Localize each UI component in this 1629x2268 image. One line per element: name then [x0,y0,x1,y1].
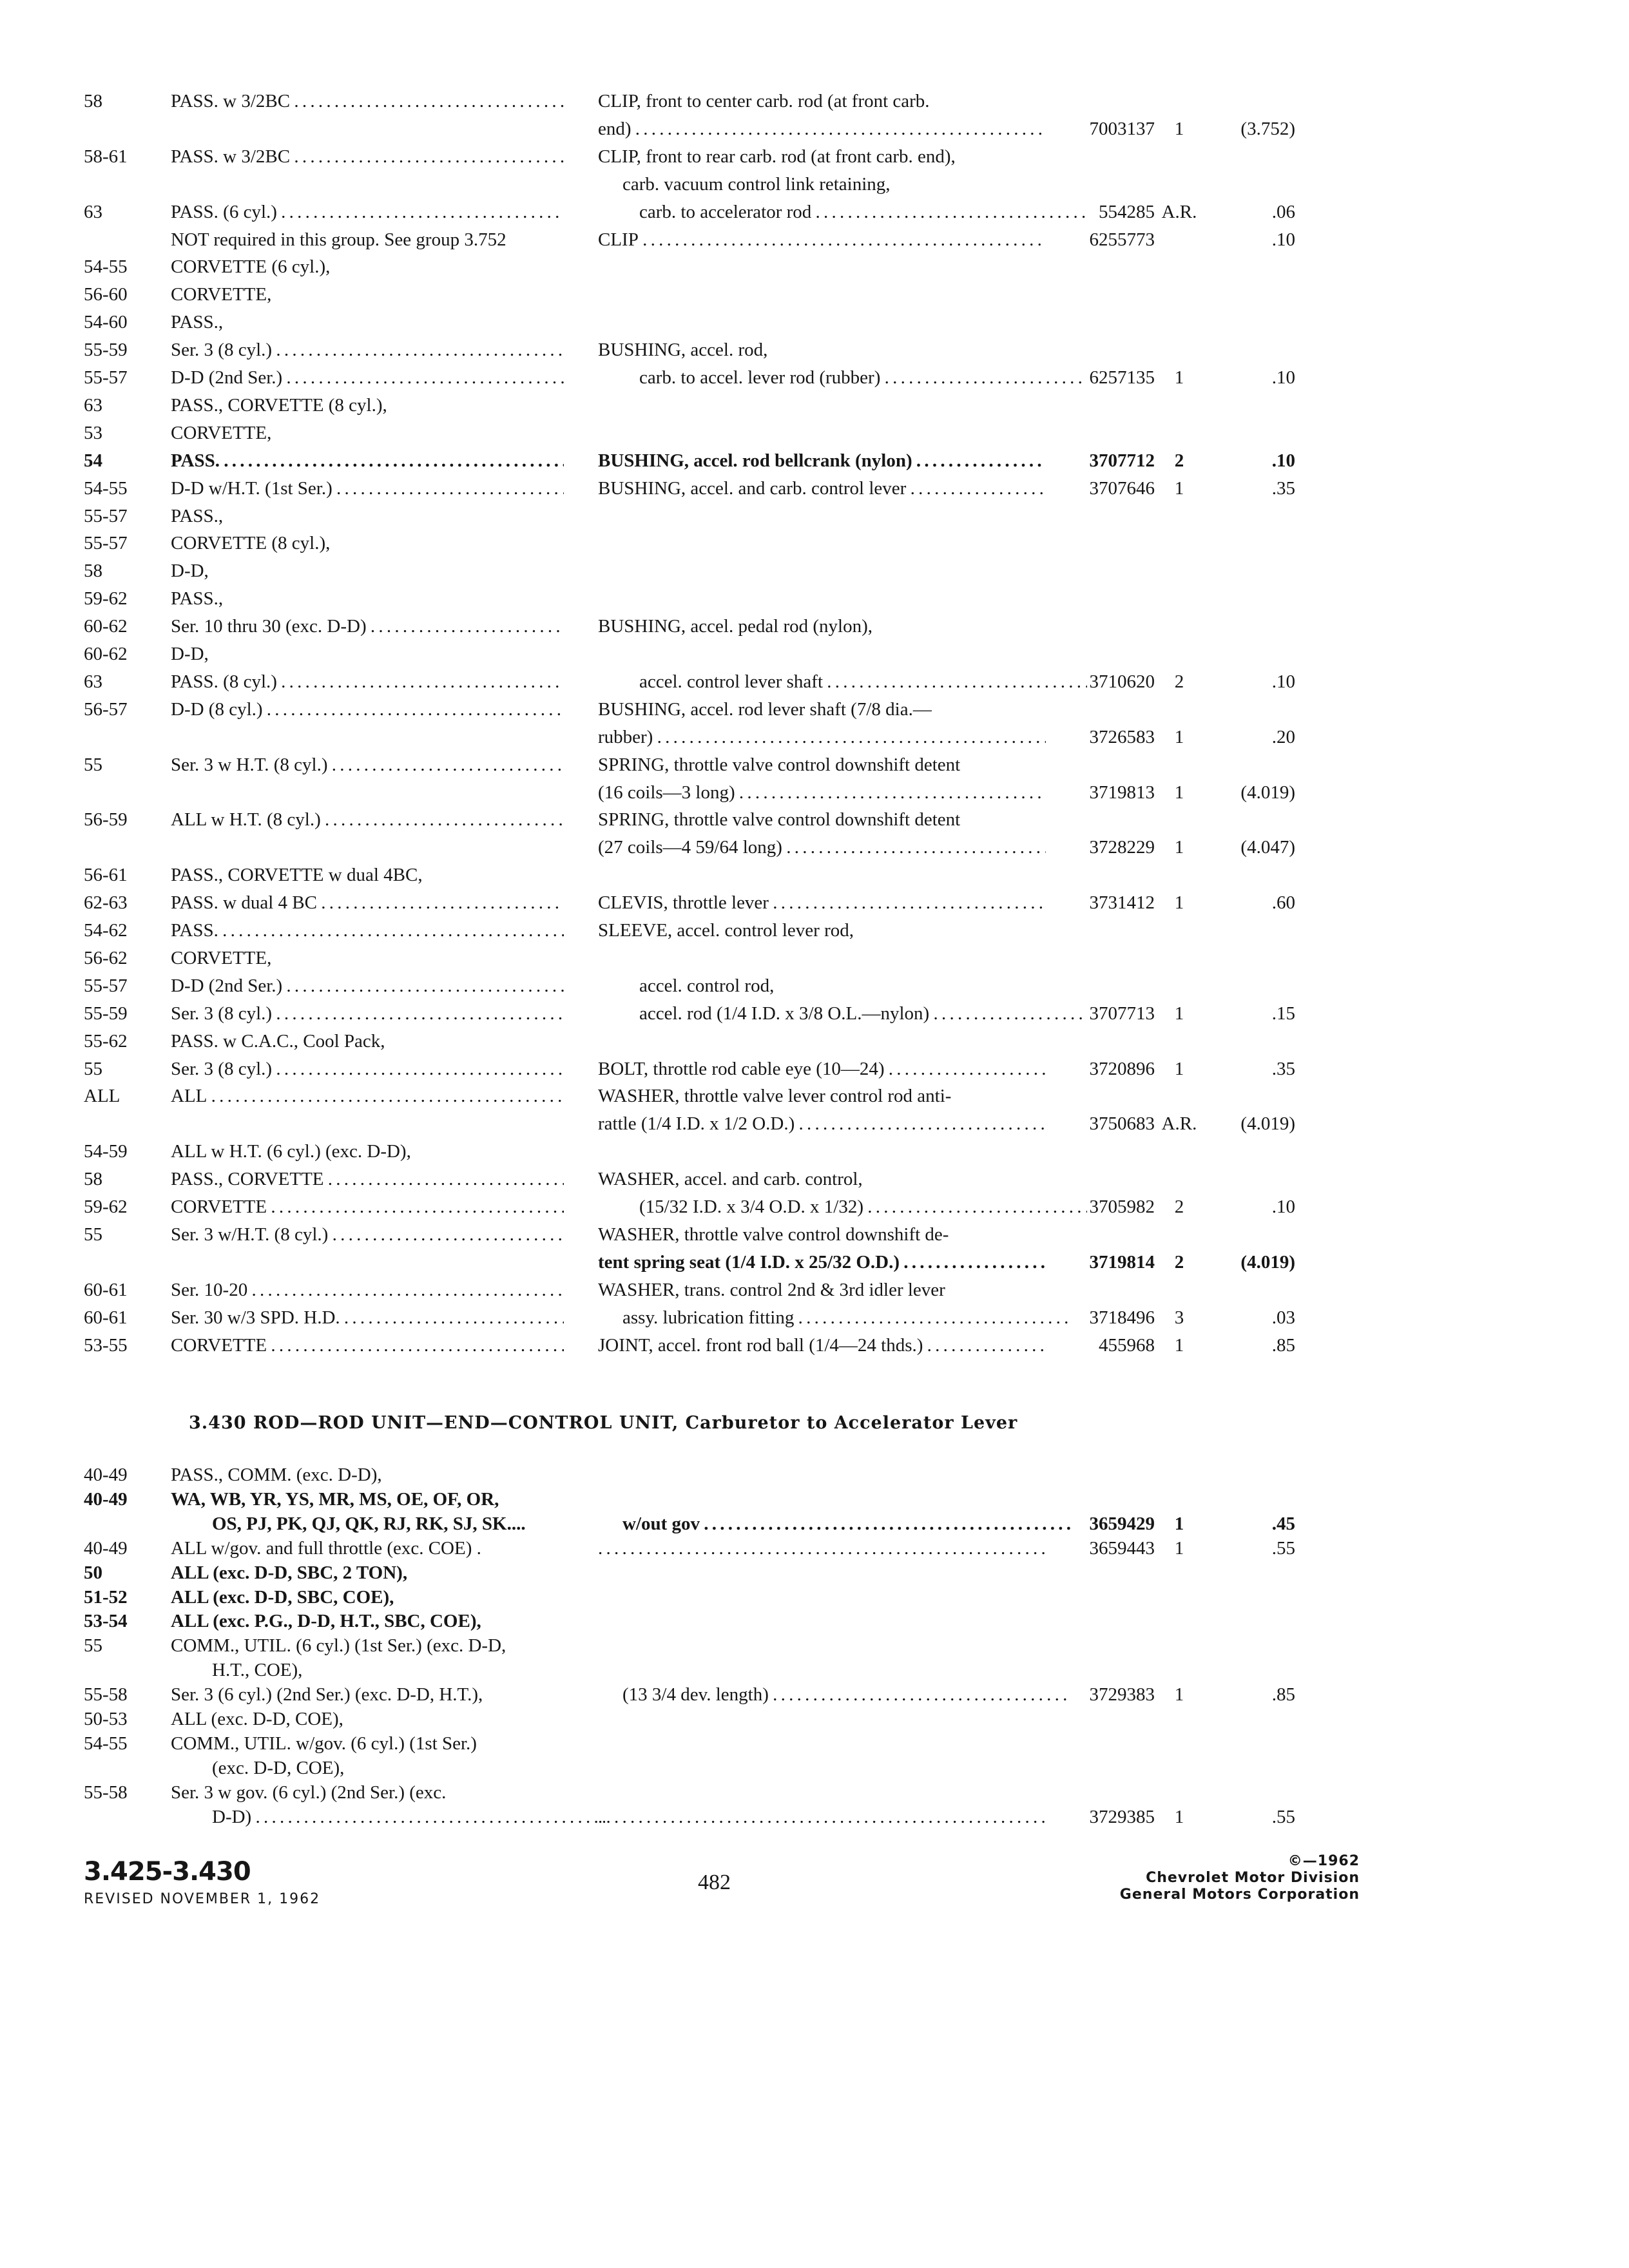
table-row [0,1584,1629,1611]
quantity-cell: 1 [1174,782,1184,803]
part-number-cell: 3719814 [1089,1251,1155,1273]
model-cell: D-D, [171,644,209,664]
price-cell: .10 [1271,229,1295,250]
year-cell: 55-57 [84,367,128,388]
model-cell: PASS. w C.A.C., Cool Pack, [171,1030,385,1052]
year-cell: 55-57 [84,533,128,554]
table-row [0,724,1629,751]
table-row [0,917,1629,944]
table-row [0,945,1629,972]
price-cell: (3.752) [1240,118,1295,139]
price-cell: .10 [1271,450,1295,471]
table-row [0,309,1629,336]
quantity-cell: 2 [1174,1251,1184,1273]
table-row [0,613,1629,640]
model-cell: (exc. D-D, COE), [212,1757,345,1778]
model-cell: ALL (exc. P.G., D-D, H.T., SBC, COE), [171,1611,481,1632]
model-cell: ALL (exc. D-D, SBC, 2 TON), [171,1562,408,1583]
table-row [0,668,1629,695]
year-cell: 55 [84,1224,102,1245]
quantity-cell: 2 [1174,671,1184,692]
model-cell: NOT required in this group. See group 3.752 [171,229,506,250]
price-cell: .55 [1271,1537,1295,1559]
table-row [0,1803,1629,1831]
year-cell: 60-61 [84,1307,128,1328]
part-number-cell: 3728229 [1089,837,1155,858]
part-number-cell: 3719813 [1089,782,1155,803]
quantity-cell: 1 [1174,1537,1184,1559]
part-number-cell: 3710620 [1089,671,1155,692]
part-description-cell: carb. to accel. lever rod (rubber) . . . [598,364,1087,391]
table-row [0,1138,1629,1165]
quantity-cell: 1 [1174,892,1184,914]
part-number-cell: 3729383 [1089,1684,1155,1706]
quantity-cell: 2 [1174,450,1184,471]
table-row [0,1110,1629,1137]
quantity-cell: 1 [1174,837,1184,858]
table-row [0,889,1629,916]
model-cell: CORVETTE, [171,422,272,443]
price-cell: .03 [1271,1307,1295,1328]
table-row [0,696,1629,723]
year-cell: ALL [84,1086,120,1107]
quantity-cell: A.R. [1161,1113,1197,1135]
part-number-cell: 3659443 [1089,1537,1155,1559]
model-cell: Ser. 3 (8 cyl.) . . . [171,1000,564,1027]
publisher-block [1120,1853,1360,1903]
table-row [0,834,1629,861]
model-cell: WA, WB, YR, YS, MR, MS, OE, OF, OR, [171,1488,499,1510]
price-cell: (4.019) [1240,1251,1295,1273]
model-cell: ALL (exc. D-D, COE), [171,1709,343,1729]
year-cell: 55-58 [84,1684,128,1706]
year-cell: 54-55 [84,256,128,278]
model-cell: Ser. 30 w/3 SPD. H.D. . . . [171,1304,564,1331]
model-cell: Ser. 3 (8 cyl.) . . . [171,336,564,363]
part-number-cell: 6255773 [1089,229,1155,250]
part-number-cell: 3729385 [1089,1806,1155,1827]
table-row [0,640,1629,668]
part-description-cell: CLIP . . . [598,226,1046,253]
division-name: Chevrolet Motor Division [1146,1870,1360,1886]
quantity-cell: 1 [1174,1058,1184,1079]
model-cell: PASS. (8 cyl.) . . . [171,668,564,695]
model-cell: CORVETTE (6 cyl.), [171,256,331,278]
table-row [0,806,1629,833]
price-cell: .85 [1271,1684,1295,1706]
model-cell: D-D w/H.T. (1st Ser.) . . . [171,475,564,502]
revision-date: REVISED NOVEMBER 1, 1962 [84,1891,321,1907]
table-row [0,88,1629,115]
table-row [0,1681,1629,1708]
table-row [0,1028,1629,1055]
part-number-cell: 3707712 [1089,450,1155,471]
model-cell: Ser. 3 w gov. (6 cyl.) (2nd Ser.) (exc. [171,1782,447,1803]
price-cell: .85 [1271,1334,1295,1356]
table-row [0,1221,1629,1248]
table-row [0,1276,1629,1303]
part-description-cell: WASHER, trans. control 2nd & 3rd idler lever [598,1279,945,1300]
page-number: 482 [698,1870,731,1894]
part-description-cell: rubber) . . . [598,724,1046,751]
model-cell: D-D (8 cyl.) . . . [171,696,564,723]
year-cell: 56-59 [84,809,128,831]
model-cell: PASS. w 3/2BC . . . [171,88,564,115]
price-cell: .15 [1271,1003,1295,1024]
table-row [0,972,1629,999]
model-cell: Ser. 10 thru 30 (exc. D-D) . . . [171,613,564,640]
year-cell: 53-54 [84,1611,128,1632]
price-cell: .35 [1271,1058,1295,1079]
model-cell: Ser. 3 (6 cyl.) (2nd Ser.) (exc. D-D, H.T.), [171,1684,483,1706]
part-number-cell: 554285 [1099,201,1155,222]
quantity-cell: 1 [1174,1806,1184,1827]
model-cell: PASS. (6 cyl.) . . . [171,198,564,226]
table-row [0,253,1629,280]
quantity-cell: 1 [1174,1003,1184,1024]
table-row [0,364,1629,391]
copyright: ©—1962 [1287,1853,1360,1869]
model-cell: PASS. w dual 4 BC . . . [171,889,564,916]
year-cell: 54-55 [84,1733,128,1754]
year-cell: 50 [84,1562,102,1583]
part-description-cell: SPRING, throttle valve control downshift detent [598,809,961,831]
model-cell: ALL . . . [171,1082,564,1110]
year-cell: 58 [84,561,102,582]
part-description-cell: WASHER, throttle valve control downshift de- [598,1224,949,1245]
part-description-cell: (16 coils—3 long) . . . [598,779,1046,806]
table-row [0,143,1629,170]
part-description-cell: CLIP, front to rear carb. rod (at front carb. end), [598,146,956,167]
model-cell: PASS., [171,312,224,333]
table-row [0,751,1629,778]
year-cell: 55-58 [84,1782,128,1803]
part-description-cell: carb. vacuum control link retaining, [622,173,891,195]
year-cell: 54 [84,450,102,471]
part-description-cell: w/out gov . . . [598,1510,1070,1537]
part-description-cell: carb. to accelerator rod . . . [598,198,1087,226]
model-cell: PASS., CORVETTE (8 cyl.), [171,394,387,416]
table-row [0,1082,1629,1110]
year-cell: 62-63 [84,892,128,914]
part-number-cell: 3705982 [1089,1196,1155,1217]
part-description-cell [598,1535,1046,1562]
table-row [0,1166,1629,1193]
model-cell: D-D (2nd Ser.) . . . [171,972,564,999]
part-description-cell: CLEVIS, throttle lever . . . [598,889,1046,916]
model-cell: PASS., CORVETTE w dual 4BC, [171,865,423,886]
year-cell: 40-49 [84,1488,128,1510]
year-cell: 54-59 [84,1141,128,1162]
price-cell: .20 [1271,726,1295,747]
part-description-cell: rattle (1/4 I.D. x 1/2 O.D.) . . . [598,1110,1046,1137]
model-cell: PASS., [171,588,224,610]
table-row [0,1779,1629,1806]
table-row [0,419,1629,447]
quantity-cell: 1 [1174,1334,1184,1356]
model-cell: COMM., UTIL. w/gov. (6 cyl.) (1st Ser.) [171,1733,477,1754]
quantity-cell: 1 [1174,367,1184,388]
part-description-cell: (15/32 I.D. x 3/4 O.D. x 1/32) . . . [598,1193,1087,1220]
price-cell: (4.019) [1240,1113,1295,1135]
price-cell: .10 [1271,1196,1295,1217]
price-cell: (4.047) [1240,837,1295,858]
table-row [0,861,1629,889]
table-row [0,475,1629,502]
table-row [0,1608,1629,1635]
table-row [0,1249,1629,1276]
part-description-cell: WASHER, throttle valve lever control rod anti- [598,1086,952,1107]
price-cell: .60 [1271,892,1295,914]
model-cell: D-D) . . . [171,1803,605,1831]
part-number-cell: 3750683 [1089,1113,1155,1135]
year-cell: 58-61 [84,146,128,167]
quantity-cell: 1 [1174,118,1184,139]
part-description-cell: BUSHING, accel. and carb. control lever . . . [598,475,1046,502]
model-cell: CORVETTE . . . [171,1193,564,1220]
table-row [0,557,1629,584]
quantity-cell: 1 [1174,1513,1184,1534]
year-cell: 55-59 [84,1003,128,1024]
year-cell: 55-57 [84,505,128,526]
model-cell: PASS., COMM. (exc. D-D), [171,1465,382,1485]
year-cell: 63 [84,671,102,692]
part-description-cell: SLEEVE, accel. control lever rod, [598,920,854,941]
model-cell: ALL w H.T. (6 cyl.) (exc. D-D), [171,1141,411,1162]
table-row [0,392,1629,419]
table-row [0,1304,1629,1331]
part-description-cell: CLIP, front to center carb. rod (at front carb. [598,91,930,111]
quantity-cell: A.R. [1161,201,1197,222]
year-cell: 56-62 [84,947,128,968]
year-cell: 60-61 [84,1279,128,1300]
model-cell: ALL w/gov. and full throttle (exc. COE) . [171,1537,481,1559]
year-cell: 58 [84,91,102,111]
model-cell: PASS., [171,505,224,526]
part-number-cell: 3659429 [1089,1513,1155,1534]
part-description-cell: SPRING, throttle valve control downshift detent [598,754,961,775]
year-cell: 53-55 [84,1334,128,1356]
table-row [0,1486,1629,1513]
part-description-cell: JOINT, accel. front rod ball (1/4—24 thds.) . . . [598,1332,1046,1359]
year-cell: 55-57 [84,975,128,996]
model-cell: D-D (2nd Ser.) . . . [171,364,564,391]
year-cell: 56-61 [84,865,128,886]
corporation-name: General Motors Corporation [1119,1887,1360,1903]
year-cell: 54-60 [84,312,128,333]
model-cell: ALL (exc. D-D, SBC, COE), [171,1586,394,1608]
model-cell: PASS. w 3/2BC . . . [171,143,564,170]
year-cell: 60-62 [84,616,128,637]
part-description-cell: WASHER, accel. and carb. control, [598,1169,863,1190]
year-cell: 56-60 [84,284,128,305]
table-row [0,585,1629,612]
year-cell: 54-55 [84,477,128,499]
price-cell: .10 [1271,367,1295,388]
part-description-cell: BUSHING, accel. rod bellcrank (nylon) . . . [598,447,1046,474]
quantity-cell: 1 [1174,726,1184,747]
part-description-cell: (13 3/4 dev. length) . . . [598,1681,1070,1708]
model-cell: PASS. . . . [171,917,564,944]
price-cell: (4.019) [1240,782,1295,803]
year-cell: 55 [84,1058,102,1079]
part-description-cell: assy. lubrication fitting . . . [598,1304,1070,1331]
year-cell: 60-62 [84,644,128,664]
table-row [0,530,1629,557]
part-number-cell: 3718496 [1089,1307,1155,1328]
part-description-cell: BOLT, throttle rod cable eye (10—24) . . . [598,1055,1046,1082]
year-cell: 55 [84,1635,102,1657]
year-cell: 55-59 [84,340,128,361]
year-cell: 59-62 [84,1196,128,1217]
year-cell: 54-62 [84,920,128,941]
model-cell: CORVETTE . . . [171,1332,564,1359]
price-cell: .06 [1271,201,1295,222]
table-row [0,447,1629,474]
model-cell: Ser. 3 (8 cyl.) . . . [171,1055,564,1082]
part-description-cell: tent spring seat (1/4 I.D. x 25/32 O.D.) . . . [598,1249,1046,1276]
table-row [0,198,1629,226]
model-cell: H.T., COE), [212,1660,303,1681]
model-cell: CORVETTE, [171,284,272,305]
table-row [0,1657,1629,1684]
table-row [0,1632,1629,1659]
section-heading: 3.430 ROD—ROD UNIT—END—CONTROL UNIT, Carburetor to Accelerator Lever [189,1413,1018,1433]
part-description-cell: (27 coils—4 59/64 long) . . . [598,834,1046,861]
table-row [0,171,1629,198]
table-row [0,779,1629,806]
model-cell: PASS. . . . [171,447,564,474]
price-cell: .45 [1271,1513,1295,1534]
table-row [0,1055,1629,1082]
table-row [0,226,1629,253]
table-row [0,1559,1629,1586]
part-number-cell: 3731412 [1089,892,1155,914]
part-description-cell: accel. rod (1/4 I.D. x 3/8 O.L.—nylon) . . . [598,1000,1087,1027]
year-cell: 55-62 [84,1030,128,1052]
part-number-cell: 3720896 [1089,1058,1155,1079]
table-row [0,1332,1629,1359]
quantity-cell: 1 [1174,477,1184,499]
model-cell: OS, PJ, PK, QJ, QK, RJ, RK, SJ, SK.... [212,1513,526,1534]
year-cell: 63 [84,201,102,222]
quantity-cell: 2 [1174,1196,1184,1217]
part-description-cell: BUSHING, accel. pedal rod (nylon), [598,616,873,637]
year-cell: 58 [84,1169,102,1190]
part-number-cell: 3707713 [1089,1003,1155,1024]
part-number-cell: 455968 [1099,1334,1155,1356]
part-number-cell: 6257135 [1089,367,1155,388]
price-cell: .35 [1271,477,1295,499]
year-cell: 40-49 [84,1537,128,1559]
part-description-cell: BUSHING, accel. rod, [598,340,768,361]
price-cell: .10 [1271,671,1295,692]
year-cell: 55 [84,754,102,775]
year-cell: 56-57 [84,698,128,720]
year-cell: 59-62 [84,588,128,610]
part-description-cell: accel. control lever shaft . . . [598,668,1087,695]
model-cell: COMM., UTIL. (6 cyl.) (1st Ser.) (exc. D-D, [171,1635,506,1657]
table-row [0,1730,1629,1757]
year-cell: 63 [84,394,102,416]
table-row [0,115,1629,142]
part-description-cell: BUSHING, accel. rod lever shaft (7/8 dia.— [598,698,932,720]
part-description-cell: end) . . . [598,115,1046,142]
part-description-cell: accel. control rod, [639,975,775,996]
model-cell: CORVETTE (8 cyl.), [171,533,331,554]
year-cell: 51-52 [84,1586,128,1608]
quantity-cell: 3 [1174,1307,1184,1328]
quantity-cell: 1 [1174,1684,1184,1706]
part-description-cell [598,1803,1046,1831]
year-cell: 40-49 [84,1465,128,1485]
table-row [0,1461,1629,1488]
model-cell: Ser. 3 w/H.T. (8 cyl.) . . . [171,1221,564,1248]
table-row [0,1510,1629,1537]
table-row [0,1193,1629,1220]
model-cell: Ser. 3 w H.T. (8 cyl.) . . . [171,751,564,778]
group-code: 3.425-3.430 [84,1857,251,1887]
model-cell: PASS., CORVETTE . . . [171,1166,564,1193]
table-row [0,1706,1629,1733]
part-number-cell: 3707646 [1089,477,1155,499]
model-cell: CORVETTE, [171,947,272,968]
price-cell: .55 [1271,1806,1295,1827]
table-row [0,336,1629,363]
part-number-cell: 3726583 [1089,726,1155,747]
part-number-cell: 7003137 [1089,118,1155,139]
year-cell: 53 [84,422,102,443]
table-row [0,1754,1629,1782]
year-cell: 50-53 [84,1709,128,1729]
table-row [0,1000,1629,1027]
table-row [0,281,1629,308]
table-row [0,1535,1629,1562]
model-cell: ALL w H.T. (8 cyl.) . . . [171,806,564,833]
model-cell: Ser. 10-20 . . . [171,1276,564,1303]
table-row [0,503,1629,530]
model-cell: D-D, [171,561,209,582]
